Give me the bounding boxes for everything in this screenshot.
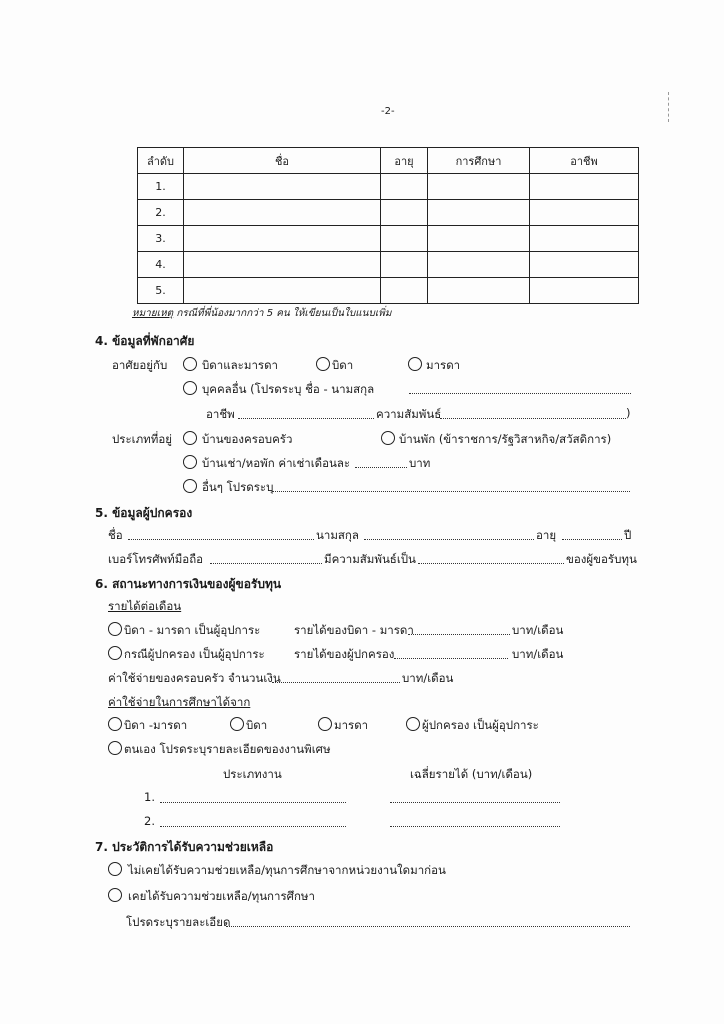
- radio-edu-self[interactable]: [108, 741, 122, 755]
- family-expense-field[interactable]: [272, 682, 400, 683]
- details-label: โปรดระบุรายละเอียด: [126, 915, 231, 929]
- work-type-field-2[interactable]: [160, 826, 346, 827]
- occupation-field[interactable]: [238, 418, 374, 419]
- option-label: บิดา -มารดา: [124, 718, 188, 732]
- cell-name[interactable]: [184, 278, 381, 304]
- guardian-income-label: รายได้ของผู้ปกครอง: [294, 647, 395, 661]
- baht-month-label: บาท/เดือน: [512, 647, 564, 661]
- radio-never-received[interactable]: [108, 862, 122, 876]
- cell-age[interactable]: [381, 226, 428, 252]
- note-text: กรณีที่พี่น้องมากกว่า 5 คน ให้เขียนเป็นใบแนบเพิ่ม: [173, 308, 392, 319]
- section-5-heading: 5. ข้อมูลผู้ปกครอง: [95, 506, 193, 520]
- option-label: บ้านของครอบครัว: [202, 432, 293, 446]
- radio-family-home[interactable]: [183, 431, 197, 445]
- work-row-number: 1.: [144, 790, 155, 804]
- cell-education[interactable]: [428, 278, 530, 304]
- option-label: เคยได้รับความช่วยเหลือ/ทุนการศึกษา: [128, 889, 315, 903]
- guardian-phone-field[interactable]: [210, 563, 322, 564]
- note-label: หมายเหตุ: [132, 308, 174, 319]
- avg-income-header: เฉลี่ยรายได้ (บาท/เดือน): [410, 767, 533, 781]
- col-occupation: อาชีพ: [530, 148, 639, 174]
- option-label: บ้านเช่า/หอพัก ค่าเช่าเดือนละ: [202, 456, 351, 470]
- table-row: [138, 252, 639, 278]
- of-applicant-label: ของผู้ขอรับทุน: [566, 552, 637, 566]
- relationship-label: ความสัมพันธ์: [376, 407, 442, 421]
- guardian-name-label: ชื่อ: [108, 528, 123, 542]
- option-label: ตนเอง โปรดระบุรายละเอียดของงานพิเศษ: [124, 742, 331, 756]
- radio-staff-house[interactable]: [381, 431, 395, 445]
- occupation-label: อาชีพ: [206, 407, 235, 421]
- cell-occupation[interactable]: [530, 200, 639, 226]
- radio-parents-support[interactable]: [108, 622, 122, 636]
- option-label: อื่นๆ โปรดระบุ: [202, 480, 274, 494]
- row-number: 1.: [138, 174, 184, 200]
- table-row: [138, 226, 639, 252]
- cell-occupation[interactable]: [530, 174, 639, 200]
- row-number: 4.: [138, 252, 184, 278]
- option-label: บุคคลอื่น (โปรดระบุ ชื่อ - นามสกุล: [202, 382, 375, 396]
- option-label: บิดา: [332, 358, 354, 372]
- monthly-income-label: รายได้ต่อเดือน: [108, 599, 182, 613]
- rent-amount-field[interactable]: [355, 467, 407, 468]
- option-label: มารดา: [334, 718, 369, 732]
- cell-education[interactable]: [428, 200, 530, 226]
- work-type-field-1[interactable]: [160, 802, 346, 803]
- avg-income-field-1[interactable]: [390, 802, 560, 803]
- col-education: การศึกษา: [428, 148, 530, 174]
- option-label: บิดา: [246, 718, 268, 732]
- guardian-name-field[interactable]: [128, 539, 314, 540]
- baht-month-label: บาท/เดือน: [512, 623, 564, 637]
- edu-expense-source-label: ค่าใช้จ่ายในการศึกษาได้จาก: [108, 695, 251, 709]
- guardian-phone-label: เบอร์โทรศัพท์มือถือ: [108, 552, 204, 566]
- cell-age[interactable]: [381, 174, 428, 200]
- parents-income-field[interactable]: [408, 634, 510, 635]
- cell-name[interactable]: [184, 226, 381, 252]
- page-number: -2-: [381, 106, 395, 117]
- col-name: ชื่อ: [184, 148, 381, 174]
- guardian-surname-label: นามสกุล: [316, 528, 359, 542]
- row-number: 3.: [138, 226, 184, 252]
- radio-both-parents[interactable]: [183, 357, 197, 371]
- cell-education[interactable]: [428, 252, 530, 278]
- guardian-surname-field[interactable]: [364, 539, 534, 540]
- relationship-field[interactable]: [440, 418, 626, 419]
- row-number: 5.: [138, 278, 184, 304]
- option-label: มารดา: [426, 358, 461, 372]
- col-age: อายุ: [381, 148, 428, 174]
- option-label: บิดาและมารดา: [202, 358, 279, 372]
- baht-month-label: บาท/เดือน: [402, 671, 454, 685]
- guardian-income-field[interactable]: [394, 658, 508, 659]
- residence-type-label: ประเภทที่อยู่: [112, 432, 172, 446]
- siblings-table: [137, 147, 639, 304]
- table-row: [138, 174, 639, 200]
- radio-rent[interactable]: [183, 455, 197, 469]
- radio-other-person[interactable]: [183, 381, 197, 395]
- section-6-heading: 6. สถานะทางการเงินของผู้ขอรับทุน: [95, 577, 282, 591]
- avg-income-field-2[interactable]: [390, 826, 560, 827]
- table-header-row: [138, 148, 639, 174]
- option-label: บ้านพัก (ข้าราชการ/รัฐวิสาหกิจ/สวัสดิการ): [399, 432, 612, 446]
- radio-edu-father[interactable]: [230, 717, 244, 731]
- radio-edu-guardian[interactable]: [406, 717, 420, 731]
- baht-label: บาท: [409, 456, 431, 470]
- family-expense-label: ค่าใช้จ่ายของครอบครัว จำนวนเงิน: [108, 671, 281, 685]
- cell-occupation[interactable]: [530, 252, 639, 278]
- cell-age[interactable]: [381, 252, 428, 278]
- guardian-age-label: อายุ: [536, 528, 557, 542]
- guardian-relation-field[interactable]: [418, 563, 564, 564]
- section-4-heading: 4. ข้อมูลที่พักอาศัย: [95, 334, 195, 348]
- option-label: ไม่เคยได้รับความช่วยเหลือ/ทุนการศึกษาจากหน่วยงานใดมาก่อน: [128, 863, 446, 877]
- cell-name[interactable]: [184, 200, 381, 226]
- option-label: บิดา - มารดา เป็นผู้อุปการะ: [124, 623, 261, 637]
- option-label: ผู้ปกครอง เป็นผู้อุปการะ: [422, 718, 539, 732]
- radio-guardian-support[interactable]: [108, 646, 122, 660]
- cell-name[interactable]: [184, 174, 381, 200]
- radio-edu-parents[interactable]: [108, 717, 122, 731]
- work-row-number: 2.: [144, 814, 155, 828]
- radio-other-residence[interactable]: [183, 479, 197, 493]
- parents-income-label: รายได้ของบิดา - มารดา: [294, 623, 414, 637]
- option-label: กรณีผู้ปกครอง เป็นผู้อุปการะ: [124, 647, 265, 661]
- guardian-age-field[interactable]: [562, 539, 622, 540]
- other-person-name-field[interactable]: [409, 393, 631, 394]
- table-row: [138, 278, 639, 304]
- cell-education[interactable]: [428, 174, 530, 200]
- section-7-heading: 7. ประวัติการได้รับความช่วยเหลือ: [95, 840, 274, 854]
- cell-education[interactable]: [428, 226, 530, 252]
- cell-occupation[interactable]: [530, 278, 639, 304]
- year-label: ปี: [624, 528, 632, 542]
- col-order: ลำดับ: [138, 148, 184, 174]
- close-paren: ): [626, 406, 631, 420]
- cell-name[interactable]: [184, 252, 381, 278]
- work-type-header: ประเภทงาน: [223, 767, 282, 781]
- guardian-relation-label: มีความสัมพันธ์เป็น: [324, 552, 416, 566]
- cell-occupation[interactable]: [530, 226, 639, 252]
- cell-age[interactable]: [381, 200, 428, 226]
- scan-edge-mark: [668, 92, 669, 122]
- radio-edu-mother[interactable]: [318, 717, 332, 731]
- radio-father[interactable]: [316, 357, 330, 371]
- details-field[interactable]: [226, 926, 630, 927]
- other-residence-field[interactable]: [272, 491, 630, 492]
- table-note: [132, 306, 391, 321]
- table-row: [138, 200, 639, 226]
- row-number: 2.: [138, 200, 184, 226]
- radio-received-before[interactable]: [108, 888, 122, 902]
- radio-mother[interactable]: [408, 357, 422, 371]
- live-with-label: อาศัยอยู่กับ: [112, 358, 168, 372]
- cell-age[interactable]: [381, 278, 428, 304]
